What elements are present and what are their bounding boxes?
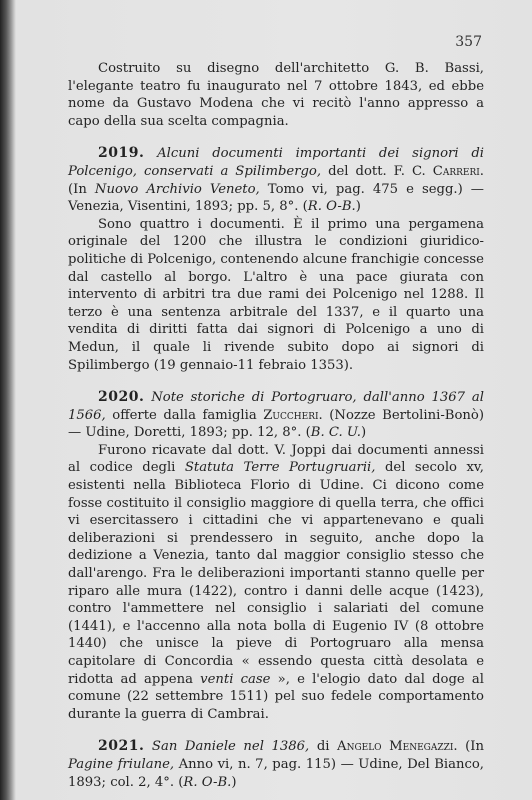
entry-journal: Pagine friulane, — [68, 756, 175, 772]
entry-ref-mid: . (Nozze Bertolini-Bonò) — Udine, Doretti, 1893; pp. 12, 8°. ( — [68, 407, 484, 441]
entry-2020 — [68, 389, 484, 723]
entry-title: Alcuni documenti importanti dei signori di Polcenigo, conservati a Spilimbergo, — [68, 146, 484, 179]
book-spine-shadow — [0, 0, 16, 800]
page-content — [68, 60, 484, 791]
entry-body — [68, 442, 484, 724]
entry-body: Sono quattro i documenti. È il primo una pergamena originale del 1200 che illustra le condizioni giuridico-politiche di Polcenigo, contenendo alcune franchigie concesse dal castello al borgo. L'altro è una pace giurata con intervento di arbitri tra due rami dei Polcenigo nel 1288. Il terzo è una sentenza arbitrale del 1337, e il quarto una vendita di diritti fatta dai signori di Polcenigo a uno di Medun, il quale li rivende subito dopo ai signori di Spilimbergo (19 gennaio-11 febraio 1353). — [68, 216, 484, 373]
entry-siglum: B. C. U. — [310, 425, 361, 441]
entry-ref-mid: . (In — [453, 739, 485, 755]
body-text: del secolo xv, esistenti nella Biblioteca Florio di Udine. Ci dicono come fosse costituito il consiglio maggiore di quella terra, che offici vi esercitassero i cittadini che vi appartenevano e quali deliberazioni si prendessero in seguito, anche dopo la dedizione a Venezia, tanto dal maggior consiglio stesso che dall'arengo. Fra le deliberazioni importanti stanno quelle per riparo alle mura (1422), contro i danni delle acque (1423), contro l'ammettere nel consiglio i salariati del comune (1441), e l'accenno alla nota bolla di Eugenio IV (8 ottobre 1440) che unisce la pieve di Portogruaro alla mensa capitolare di Concordia « essendo questa città desolata e ridotta ad appena — [68, 460, 484, 687]
entry-siglum: R. O-B. — [183, 774, 232, 790]
entry-author: Carreri — [432, 163, 480, 179]
entry-ref-close: ) — [360, 425, 367, 441]
entry-ref-close: ) — [355, 199, 361, 215]
entry-number: 2021. — [98, 738, 145, 755]
body-text: », e l'elogio dato dal doge al comune (22 settembre 1511) pel suo fedele comportamento durante la guerra di Cambrai. — [68, 671, 485, 722]
entry-heading — [68, 145, 484, 215]
entry-ref-mid: . (In — [68, 163, 484, 197]
entry-ref-prefix: del dott. F. C. — [321, 163, 433, 179]
entry-number: 2020. — [98, 389, 145, 406]
body-italic: venti case — [200, 671, 271, 687]
entry-2019 — [68, 145, 484, 374]
entry-number: 2019. — [98, 145, 145, 162]
entry-ref-prefix: di — [309, 739, 338, 755]
entry-author: Angelo Menegazzi — [337, 739, 454, 755]
entry-ref-prefix: offerte dalla famiglia — [105, 407, 264, 423]
entry-heading — [68, 389, 484, 442]
entry-journal: Nuovo Archivio Veneto, — [94, 181, 260, 197]
body-text: Furono ricavate dal dott. V. Joppi dai documenti annessi al codice degli — [68, 442, 484, 476]
entry-heading — [68, 738, 484, 791]
entry-ref-details: Tomo vi, pag. 475 e segg.) — Venezia, Visentini, 1893; pp. 5, 8°. ( — [68, 181, 484, 215]
entry-title: Note storiche di Portogruaro, dall'anno 1367 al 1566, — [68, 390, 484, 423]
entry-author: Zuccheri — [263, 407, 319, 423]
entry-title: San Daniele nel 1386, — [151, 739, 310, 755]
intro-paragraph: Costruito su disegno dell'architetto G. B. Bassi, l'elegante teatro fu inaugurato nel 7 ottobre 1843, ed ebbe nome da Gustavo Modena che vi recitò l'anno appresso a capo della sua scelta compagnia. — [68, 61, 484, 129]
entry-siglum: R. O-B. — [307, 199, 356, 215]
entry-ref-details: Anno vi, n. 7, pag. 115) — Udine, Del Bianco, 1893; col. 2, 4°. ( — [68, 756, 484, 790]
page-number: 357 — [455, 34, 482, 50]
entry-ref-close: ) — [231, 774, 237, 790]
body-italic: Statuta Terre Portugruarii, — [184, 460, 376, 476]
entry-2021 — [68, 738, 484, 791]
